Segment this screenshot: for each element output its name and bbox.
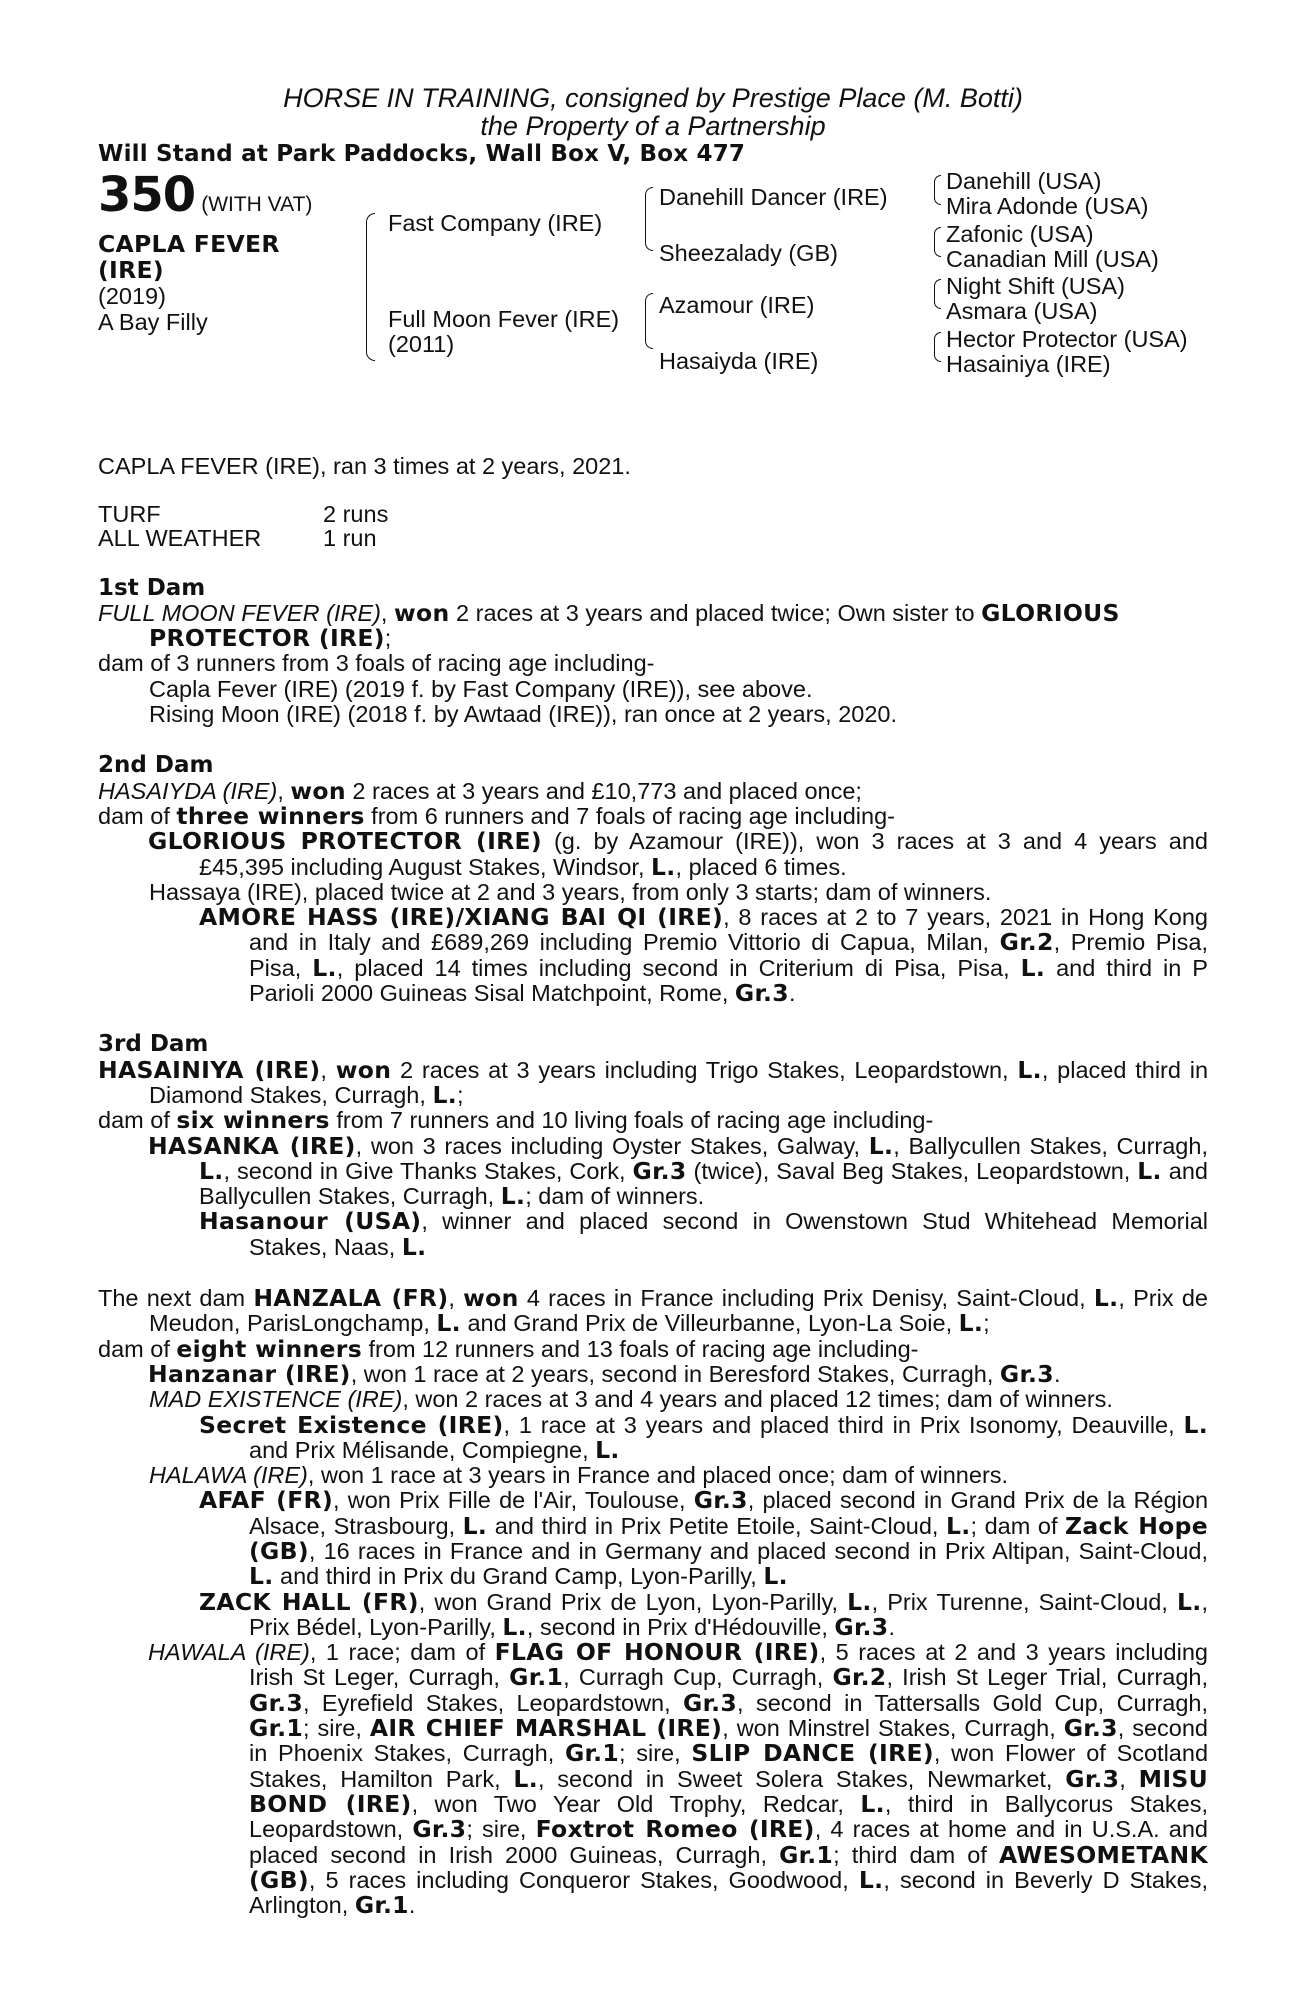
produce-hasanka (98, 1131, 1208, 1211)
pedigree-brace-g2 (934, 227, 941, 257)
horse-name: AMORE HASS (IRE)/XIANG BAI QI (IRE) (199, 903, 724, 932)
produce-zack-hall (98, 1587, 1209, 1641)
produce-mad-existence (98, 1387, 1208, 1412)
text: and third in P Parioli 2000 Guineas Sisal Matchpoint, Rome, (249, 954, 1208, 1007)
text: ; dam of (970, 1512, 1066, 1539)
listed-label: L. (500, 1182, 526, 1211)
foaling-year: (2019) (98, 283, 166, 310)
dam-name: HANZALA (FR) (253, 1284, 449, 1313)
produce-hasanour (98, 1209, 1208, 1260)
dam: Full Moon Fever (IRE) (388, 306, 620, 333)
horse-country: (IRE) (98, 256, 164, 285)
listed-label: L. (513, 1764, 538, 1793)
produce-rising-moon: Rising Moon (IRE) (2018 f. by Awtaad (IRE)), ran once at 2 years, 2020. (149, 701, 898, 728)
text: , (1119, 1765, 1139, 1792)
listed-label: L. (199, 1156, 224, 1185)
produce-afaf (98, 1488, 1208, 1589)
race-record-summary: CAPLA FEVER (IRE), ran 3 times at 2 years, 2021. (98, 453, 631, 480)
listed-label: L. (1176, 1587, 1202, 1616)
text: , 4 races at home and in U.S.A. and placed second in Irish 2000 Guineas, Curragh, (249, 1816, 1209, 1868)
listed-label: L. (860, 1789, 885, 1818)
horse-identity (98, 231, 280, 335)
text: , placed 14 times including second in Criterium di Pisa, Pisa, (336, 954, 1021, 981)
listed-label: L. (401, 1232, 427, 1261)
horse-name: Hasanour (USA) (199, 1207, 422, 1236)
pedigree-brace-dam (645, 293, 653, 349)
text: . (788, 980, 796, 1007)
pedigree-brace-g4 (934, 332, 941, 362)
dam-year: (2011) (388, 331, 455, 358)
horse-name: Hanzanar (IRE) (148, 1359, 351, 1388)
produce-hanzanar (98, 1359, 1208, 1388)
group-label: Gr.3 (412, 1815, 467, 1844)
catalogue-page (98, 84, 1208, 1918)
text: ; (983, 1310, 990, 1337)
listed-label: L. (763, 1562, 788, 1591)
listed-label: L. (958, 1309, 984, 1338)
group-label: Gr.3 (1065, 1764, 1120, 1793)
pedigree-block (98, 167, 1208, 422)
produce-capla-fever: Capla Fever (IRE) (2019 f. by Fast Company (IRE)), see above. (149, 675, 813, 702)
pedigree-brace-g3 (934, 279, 941, 309)
text: ; sire, (303, 1715, 370, 1742)
horse-name: GLORIOUS PROTECTOR (IRE) (148, 827, 542, 856)
text: and Ballycullen Stakes, Curragh, (199, 1157, 1208, 1210)
won-label: won (335, 1055, 392, 1084)
consignor-line: HORSE IN TRAINING, consigned by Prestige Place (M. Botti) (283, 83, 1023, 113)
sep: , (277, 777, 291, 804)
horse-name: CAPLA FEVER (98, 230, 280, 259)
vat-note: (WITH VAT) (201, 193, 313, 217)
dam-name: HASAINIYA (IRE) (98, 1055, 321, 1084)
horse-name: HAWALA (IRE) (148, 1639, 310, 1666)
horse-name: AIR CHIEF MARSHAL (IRE) (369, 1714, 723, 1743)
text: and Prix Mélisande, Compiegne, (249, 1436, 596, 1463)
text: , won Two Year Old Trophy, Redcar, (411, 1790, 861, 1817)
winners-count: three winners (176, 801, 365, 830)
sire-dam: Sheezalady (GB) (659, 240, 838, 267)
won-label: won (290, 776, 346, 805)
text: , second in Sweet Solera Stakes, Newmarket, (537, 1765, 1066, 1792)
text: , won 1 race at 2 years, second in Beresford Stakes, Curragh, (350, 1360, 1000, 1387)
dam-text: 2 races at 3 years and placed twice; Own sister to (449, 599, 982, 626)
group-label: Gr.3 (999, 1359, 1054, 1388)
winners-count: six winners (176, 1106, 330, 1135)
text: , second in Tattersalls Gold Cup, Curragh, (737, 1689, 1208, 1716)
text: , second in Give Thanks Stakes, Cork, (223, 1157, 633, 1184)
text: , Eyrefield Stakes, Leopardstown, (303, 1689, 684, 1716)
horse-name: HASANKA (IRE) (148, 1131, 356, 1160)
punct: ; (384, 625, 392, 652)
text: , won Minstrel Stakes, Curragh, (722, 1715, 1064, 1742)
text: dam of (98, 802, 177, 829)
text: , second in Beverly D Stakes, Arlington, (249, 1866, 1208, 1919)
first-dam-title: 1st Dam (98, 574, 206, 601)
text: , Prix Turenne, Saint-Cloud, (871, 1588, 1177, 1615)
surface-aw: ALL WEATHER (98, 524, 262, 551)
lot-number-line (98, 167, 313, 224)
sire: Fast Company (IRE) (388, 210, 603, 237)
horse-name: FLAG OF HONOUR (IRE) (494, 1638, 820, 1667)
group-label: Gr.3 (632, 1156, 687, 1185)
text: and third in Prix du Grand Camp, Lyon-Parilly, (273, 1563, 764, 1590)
first-dam-entry (98, 598, 1208, 653)
text: , placed 6 times. (675, 853, 847, 880)
text: (twice), Saval Beg Stakes, Leopardstown, (686, 1157, 1138, 1184)
horse-name: AFAF (FR) (199, 1486, 333, 1515)
listed-label: L. (1137, 1156, 1162, 1185)
text: , 8 races at 2 to 7 years, 2021 in Hong Kong and in Italy and £689,269 including Premio Vittorio di Capua, Milan, (249, 904, 1208, 956)
listed-label: L. (1017, 1055, 1042, 1084)
text: 2 races at 3 years including Trigo Stakes, Leopardstown, (391, 1056, 1018, 1083)
horse-name: Secret Existence (IRE) (199, 1410, 504, 1439)
listed-label: L. (847, 1587, 872, 1616)
listed-label: L. (858, 1865, 884, 1894)
dam-sire: Azamour (IRE) (659, 292, 815, 319)
text: , won Prix Fille de l'Air, Toulouse, (333, 1487, 694, 1514)
horse-name: SLIP DANCE (IRE) (691, 1739, 934, 1768)
text: , won 2 races at 3 and 4 years and placed 12 times; dam of winners. (402, 1386, 1113, 1413)
group-label: Gr.3 (249, 1688, 304, 1717)
third-dam-entry (98, 1055, 1209, 1109)
third-dam-produce-summary (98, 1108, 1208, 1133)
listed-label: L. (249, 1562, 274, 1591)
second-dam-produce-summary (98, 801, 1208, 830)
ownership-line: the Property of a Partnership (480, 111, 826, 141)
sep: , (448, 1285, 464, 1312)
listed-label: L. (595, 1435, 620, 1464)
group-label: Gr.3 (1063, 1714, 1118, 1743)
gen3-3: Zafonic (USA) (946, 221, 1094, 248)
group-label: Gr.3 (683, 1688, 738, 1717)
gen3-2: Mira Adonde (USA) (946, 193, 1149, 220)
text: (g. by Azamour (IRE)), won 3 races at 3 and 4 years and £45,395 including August Stakes, Windsor, (199, 828, 1208, 880)
text: , 5 races including Conqueror Stakes, Goodwood, (308, 1866, 859, 1893)
runs-turf: 2 runs (323, 500, 389, 527)
text: , won 1 race at 3 years in France and placed once; dam of winners. (307, 1462, 1009, 1489)
text: , placed third in Diamond Stakes, Curragh, (149, 1056, 1209, 1108)
text: , won Grand Prix de Lyon, Lyon-Parilly, (418, 1588, 848, 1615)
third-dam-title: 3rd Dam (98, 1031, 209, 1058)
text: , 1 race at 3 years and placed third in Prix Isonomy, Deauville, (503, 1411, 1184, 1438)
listed-label: L. (651, 852, 676, 881)
group-label: Gr.3 (734, 979, 789, 1008)
horse-name: ZACK HALL (FR) (199, 1587, 419, 1616)
sep: , (380, 599, 394, 626)
dam-name: FULL MOON FEVER (IRE) (98, 599, 381, 626)
text: , 5 races at 2 and 3 years including Irish St Leger, Curragh, (249, 1639, 1208, 1691)
surface-turf: TURF (98, 500, 161, 527)
text: . (1053, 1360, 1061, 1387)
text: . (888, 1613, 895, 1640)
listed-label: L. (436, 1309, 461, 1338)
group-label: Gr.1 (779, 1840, 834, 1869)
listed-label: L. (1183, 1410, 1208, 1439)
sister-name-part2: PROTECTOR (IRE) (149, 624, 385, 653)
sister-name-part1: GLORIOUS (981, 598, 1120, 627)
group-label: Gr.2 (832, 1663, 887, 1692)
dam-dam: Hasaiyda (IRE) (659, 348, 819, 375)
text: , won Flower of Scotland Stakes, Hamilton Park, (249, 1740, 1209, 1792)
runs-aw: 1 run (323, 524, 377, 551)
text: and third in Prix Petite Etoile, Saint-Cloud, (487, 1512, 947, 1539)
horse-name: HALAWA (IRE) (149, 1462, 308, 1489)
text: , second in Phoenix Stakes, Curragh, (249, 1715, 1209, 1767)
group-label: Gr.2 (999, 928, 1054, 957)
produce-amore-hass (98, 905, 1208, 1006)
next-dam-produce-summary (98, 1334, 1208, 1363)
listed-label: L. (432, 1080, 457, 1109)
text: , Premio Pisa, Pisa, (249, 929, 1208, 981)
gen3-7: Hector Protector (USA) (946, 326, 1188, 353)
text: 4 races in France including Prix Denisy, Saint-Cloud, (518, 1285, 1094, 1312)
text: dam of (98, 1107, 177, 1134)
group-label: Gr.3 (693, 1486, 748, 1515)
text: , third in Ballycorus Stakes, Leopardstown, (249, 1790, 1209, 1843)
text: , Prix Bédel, Lyon-Parilly, (249, 1588, 1209, 1640)
horse-description: A Bay Filly (98, 309, 208, 336)
text: , second in Prix d'Hédouville, (526, 1613, 835, 1640)
won-label: won (463, 1284, 519, 1313)
horse-name: MISU BOND (IRE) (249, 1764, 1208, 1818)
dam-text: 2 races at 3 years and £10,773 and placed once; (345, 777, 862, 804)
dam-name: HASAIYDA (IRE) (98, 777, 278, 804)
text: , 1 race; dam of (309, 1639, 495, 1666)
text: , won 3 races including Oyster Stakes, Galway, (355, 1132, 869, 1159)
gen3-6: Asmara (USA) (946, 298, 1098, 325)
text: , Irish St Leger Trial, Curragh, (886, 1664, 1209, 1691)
next-dam-entry (98, 1286, 1208, 1337)
produce-halawa (98, 1463, 1208, 1488)
pedigree-brace-g1 (934, 175, 941, 205)
listed-label: L. (946, 1511, 971, 1540)
lot-number: 350 (98, 167, 196, 224)
pedigree-brace-sire (645, 187, 653, 251)
winners-count: eight winners (176, 1334, 362, 1363)
group-label: Gr.1 (354, 1891, 409, 1920)
listed-label: L. (502, 1612, 527, 1641)
text: from 12 runners and 13 foals of racing age including- (361, 1335, 919, 1362)
horse-name: Foxtrot Romeo (IRE) (535, 1815, 815, 1844)
horse-name: Zack Hope (GB) (249, 1511, 1208, 1565)
text: , Curragh Cup, Curragh, (563, 1664, 833, 1691)
text: , placed second in Grand Prix de la Région Alsace, Strasbourg, (249, 1487, 1209, 1539)
text: ; third dam of (833, 1841, 999, 1868)
horse-name: MAD EXISTENCE (IRE) (149, 1386, 403, 1413)
sep: , (320, 1056, 336, 1083)
listed-label: L. (1093, 1284, 1119, 1313)
first-dam-produce-summary: dam of 3 runners from 3 foals of racing age including- (98, 650, 655, 677)
sire-sire: Danehill Dancer (IRE) (659, 184, 888, 211)
gen3-4: Canadian Mill (USA) (946, 246, 1159, 273)
text: ; dam of winners. (525, 1183, 705, 1210)
produce-secret-existence (98, 1410, 1208, 1464)
second-dam-entry (98, 776, 1208, 805)
text: , winner and placed second in Owenstown Stud Whitehead Memorial Stakes, Naas, (249, 1208, 1209, 1260)
group-label: Gr.1 (509, 1663, 564, 1692)
produce-glorious-protector (98, 829, 1208, 880)
gen3-5: Night Shift (USA) (946, 273, 1125, 300)
produce-hassaya: Hassaya (IRE), placed twice at 2 and 3 years, from only 3 starts; dam of winners. (149, 878, 992, 905)
text: . (408, 1892, 416, 1919)
race-record-table (98, 502, 1208, 550)
text: from 7 runners and 10 living foals of racing age including- (329, 1107, 934, 1134)
produce-hawala (98, 1640, 1208, 1918)
text: dam of (98, 1335, 177, 1362)
text: ; sire, (466, 1816, 536, 1843)
listed-label: L. (868, 1131, 894, 1160)
won-label: won (393, 598, 450, 627)
group-label: Gr.3 (834, 1612, 889, 1641)
text: and Grand Prix de Villeurbanne, Lyon-La Soie, (460, 1310, 959, 1337)
text: ; sire, (618, 1740, 692, 1767)
group-label: Gr.1 (564, 1739, 619, 1768)
text: from 6 runners and 7 foals of racing age including- (364, 802, 895, 829)
pedigree-brace-main (366, 213, 375, 361)
gen3-8: Hasainiya (IRE) (946, 351, 1111, 378)
text: The next dam (98, 1285, 254, 1312)
group-label: Gr.1 (249, 1714, 304, 1743)
stand-location: Will Stand at Park Paddocks, Wall Box V, Box 477 (98, 141, 746, 167)
gen3-1: Danehill (USA) (946, 168, 1102, 195)
listed-label: L. (1020, 953, 1046, 982)
listed-label: L. (312, 953, 337, 982)
text: ; (456, 1081, 464, 1108)
second-dam-title: 2nd Dam (98, 752, 214, 779)
listed-label: L. (462, 1511, 488, 1540)
horse-name: AWESOMETANK (GB) (249, 1840, 1208, 1894)
text: , 16 races in France and in Germany and placed second in Prix Altipan, Saint-Cloud, (308, 1537, 1208, 1564)
text: , Prix de Meudon, ParisLongchamp, (149, 1285, 1208, 1337)
text: , Ballycullen Stakes, Curragh, (893, 1132, 1208, 1159)
